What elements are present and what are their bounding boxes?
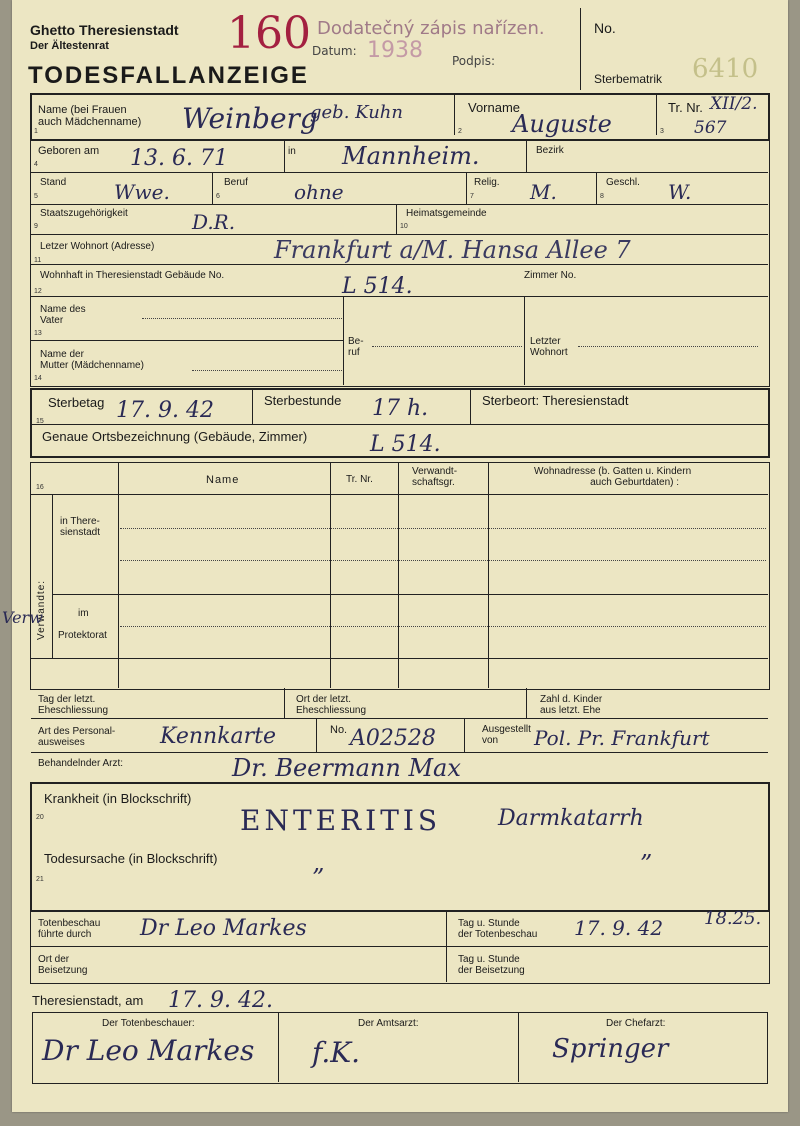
totenbeschau-time-value: 18.25.: [704, 908, 762, 929]
wohnort-label: Letzer Wohnort (Adresse): [40, 241, 155, 252]
trnr-label: Tr. Nr.: [668, 100, 703, 115]
im-label: im: [78, 608, 89, 619]
place-date-value: 17. 9. 42.: [168, 988, 273, 1013]
wohnhaft-label: Wohnhaft in Theresienstadt Gebäude No.: [40, 270, 225, 281]
sterbetag-label: Sterbetag: [48, 395, 105, 410]
eheschliessung-ort-label: Ort der letzt. Eheschliessung: [296, 694, 367, 716]
vorname-label: Vorname: [468, 100, 521, 115]
death-notice-form: Ghetto Theresienstadt Der Ältestenrat TODESFALLANZEIGE 160 Dodatečný zápis nařízen. Datum: 1938 Podpis: No. Sterbematrik 6410 Name (bei Frauen auch Mädchenname) 1 Weinberg geb. Kuhn Vorname 2 Auguste Tr. Nr. 3 XII/2. 567 Geboren am 4 13. 6. 71 in Mannheim. Bezirk Stand 5 Wwe. Beruf 6 ohne Relig. 7 M. Geschl. 8 W. Staatszugehörigkeit 9 D.R. Heimatsgemeinde 10 Letzer Wohnort (Adresse) 11 Frankfurt a/M. Hansa Allee 7 Wohnhaft in Theresienstadt Gebäude No. 12 L 514. Zimmer No. Name des Vater 13 Name der Mutter (Mädchenname) 14 Be- ruf Letzter Wohnort Sterbetag 15 17. 9. 42 Sterbestunde 17 h. Sterbeort: Theresienstadt Genaue Ortsbezeichnung (Gebäude, Zimmer) L 514. 16 Name Tr. Nr. Verwandt- schaftsgr. Wohnadresse (b. Gatten u. Kindern auch Geburtdaten) : Verwandte: in There- sienstadt im Protektorat Verw Tag der letzt. Eheschliessung Ort der letzt. Eheschliessung Zahl d. Kinder aus letzt. Ehe Art des Personal- ausweises Kennkarte No. A02528 Ausgestellt von Pol. Pr. Frankfurt Behandelnder Arzt: Dr. Beermann Max Krankheit (in Blockschrift) 20 ENTERITIS Darmkatarrh Todesursache (in Blockschrift) 21 ” ” Totenbeschau führte durch Dr Leo Markes Tag u. Stunde der Totenbeschau 17. 9. 42 18.25. Ort der Beisetzung Tag u. Stunde der Beisetzung Theresienstadt, am 17. 9. 42. Der Totenbeschauer: Dr Leo Markes Der Amtsarzt: f.K. Der Chefarzt: Springer: [12, 0, 788, 1112]
in-label: in: [288, 146, 296, 157]
todesursache-ditto-1: ”: [312, 864, 325, 892]
beruf-value: ohne: [294, 180, 344, 204]
trnr-value-2: 567: [694, 118, 727, 138]
totenbeschau-value: Dr Leo Markes: [140, 916, 307, 941]
vater-label: Name des Vater: [40, 304, 86, 326]
ortsbez-value: L 514.: [370, 432, 441, 457]
protektorat-label: Protektorat: [58, 630, 107, 641]
verwandte-side-label: Verwandte:: [36, 579, 47, 640]
staats-label: Staatszugehörigkeit: [40, 208, 128, 219]
ortsbez-label: Genaue Ortsbezeichnung (Gebäude, Zimmer): [42, 429, 308, 444]
krankheit-value-2: Darmkatarrh: [498, 806, 644, 831]
geschl-value: W.: [668, 180, 692, 204]
wohnhaft-value: L 514.: [342, 274, 413, 299]
chefarzt-signature: Springer: [552, 1034, 669, 1064]
amtsarzt-label: Der Amtsarzt:: [358, 1018, 419, 1029]
name-label: Name (bei Frauen auch Mädchenname): [38, 104, 142, 128]
arzt-value: Dr. Beermann Max: [232, 754, 461, 782]
amtsarzt-signature: f.K.: [312, 1036, 361, 1069]
staats-value: D.R.: [192, 210, 236, 234]
birth-name-value: geb. Kuhn: [310, 102, 403, 123]
sterbetag-value: 17. 9. 42: [116, 398, 214, 423]
arzt-label: Behandelnder Arzt:: [38, 758, 124, 769]
totenbeschauer-label: Der Totenbeschauer:: [102, 1018, 195, 1029]
col-trnr: Tr. Nr.: [346, 474, 373, 485]
geboren-label: Geboren am: [38, 145, 100, 157]
ausgestellt-value: Pol. Pr. Frankfurt: [534, 726, 710, 750]
relig-label: Relig.: [474, 177, 500, 188]
totenbeschauer-signature: Dr Leo Markes: [42, 1034, 255, 1067]
bezirk-label: Bezirk: [536, 145, 564, 156]
org-line-2: Der Ältestenrat: [30, 40, 109, 52]
ausgestellt-label: Ausgestellt von: [482, 724, 531, 746]
totenbeschau-label: Totenbeschau führte durch: [38, 918, 101, 940]
place-date-label: Theresienstadt, am: [32, 993, 144, 1008]
ausweis-art-label: Art des Personal- ausweises: [38, 726, 116, 748]
in-there-label: in There- sienstadt: [60, 516, 101, 538]
chefarzt-label: Der Chefarzt:: [606, 1018, 666, 1029]
col-name: Name: [206, 474, 240, 486]
stamp-podpis: Podpis:: [452, 54, 496, 68]
form-title: TODESFALLANZEIGE: [28, 62, 309, 89]
beisetzung-ort-label: Ort der Beisetzung: [38, 954, 88, 976]
ausweis-no-value: A02528: [350, 726, 436, 751]
vorname-value: Auguste: [512, 110, 612, 138]
stamp-datum: Datum:: [312, 44, 357, 58]
todesursache-ditto-2: ”: [640, 850, 653, 878]
org-line-1: Ghetto Theresienstadt: [30, 22, 179, 38]
totenbeschau-tag-value: 17. 9. 42: [574, 916, 664, 940]
col-wohnadresse: Wohnadresse (b. Gatten u. Kindern auch Geburtdaten) :: [534, 466, 692, 488]
sterbeort-label: Sterbeort: Theresienstadt: [482, 393, 629, 408]
col-verwandtschaft: Verwandt- schaftsgr.: [412, 466, 458, 488]
beisetzung-tag-label: Tag u. Stunde der Beisetzung: [458, 954, 525, 976]
kinder-label: Zahl d. Kinder aus letzt. Ehe: [540, 694, 603, 716]
ausweis-art-value: Kennkarte: [160, 724, 277, 749]
krankheit-label: Krankheit (in Blockschrift): [44, 791, 192, 806]
heimat-label: Heimatsgemeinde: [406, 208, 487, 219]
sterbestunde-label: Sterbestunde: [264, 393, 342, 408]
beruf-label: Beruf: [224, 177, 248, 188]
stand-value: Wwe.: [114, 180, 170, 204]
geschl-label: Geschl.: [606, 177, 640, 188]
no-label: No.: [594, 20, 616, 36]
stamp-text: Dodatečný zápis nařízen.: [317, 18, 545, 39]
stamp-year: 1938: [367, 38, 423, 63]
eltern-wohnort-label: Letzter Wohnort: [530, 336, 568, 358]
sterbematrik-number: 6410: [692, 54, 759, 84]
register-number: 160: [227, 8, 311, 59]
sterbematrik-label: Sterbematrik: [594, 72, 663, 86]
krankheit-value-1: ENTERITIS: [240, 804, 442, 837]
surname-value: Weinberg: [182, 102, 318, 135]
sterbestunde-value: 17 h.: [372, 396, 429, 421]
wohnort-value: Frankfurt a/M. Hansa Allee 7: [274, 236, 631, 264]
ausweis-no-label: No.: [330, 724, 348, 736]
stand-label: Stand: [40, 177, 67, 188]
relig-value: M.: [530, 180, 557, 204]
totenbeschau-tag-label: Tag u. Stunde der Totenbeschau: [458, 918, 538, 940]
eltern-beruf-label: Be- ruf: [348, 336, 364, 358]
mutter-label: Name der Mutter (Mädchenname): [40, 349, 144, 371]
geboren-value: 13. 6. 71: [130, 146, 228, 171]
zimmer-label: Zimmer No.: [524, 270, 577, 281]
trnr-value-1: XII/2.: [710, 94, 758, 114]
todesursache-label: Todesursache (in Blockschrift): [44, 851, 218, 866]
birthplace-value: Mannheim.: [342, 142, 480, 170]
margin-note: Verw: [2, 608, 43, 627]
eheschliessung-tag-label: Tag der letzt. Eheschliessung: [38, 694, 109, 716]
